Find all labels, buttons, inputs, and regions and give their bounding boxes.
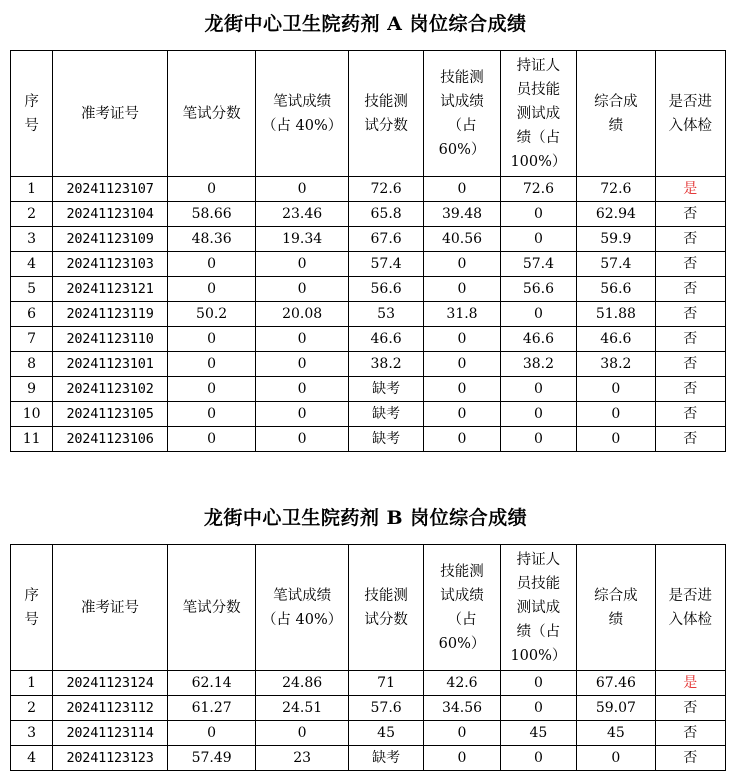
cell-skill-score: 57.4 xyxy=(348,252,423,277)
cell-physical-exam: 是 xyxy=(655,671,725,696)
cell-written-weighted: 0 xyxy=(256,252,349,277)
table-row xyxy=(11,202,726,227)
cell-skill-score: 缺考 xyxy=(348,402,423,427)
cell-seq: 9 xyxy=(11,377,53,402)
cell-written-score: 0 xyxy=(167,377,255,402)
cell-exam-id: 20241123114 xyxy=(53,721,168,746)
cell-exam-id: 20241123103 xyxy=(53,252,168,277)
header-exam-id: 准考证号 xyxy=(53,545,168,671)
cell-seq: 8 xyxy=(11,352,53,377)
cell-skill-score: 65.8 xyxy=(348,202,423,227)
table-row xyxy=(11,402,726,427)
cell-written-score: 0 xyxy=(167,327,255,352)
header-written-score: 笔试分数 xyxy=(167,51,255,177)
cell-skill-weighted: 39.48 xyxy=(424,202,500,227)
cell-exam-id: 20241123110 xyxy=(53,327,168,352)
cell-physical-exam: 否 xyxy=(655,746,725,771)
header-composite xyxy=(577,51,655,177)
cell-skill-score: 缺考 xyxy=(348,746,423,771)
cell-written-weighted: 24.86 xyxy=(256,671,349,696)
cell-exam-id: 20241123112 xyxy=(53,696,168,721)
header-line: 技能测 xyxy=(440,563,484,580)
cell-written-score: 0 xyxy=(167,352,255,377)
cell-cert-skill: 0 xyxy=(500,402,576,427)
header-line: 入体检 xyxy=(668,117,713,134)
cell-cert-skill: 0 xyxy=(500,202,576,227)
cell-seq: 1 xyxy=(11,671,53,696)
header-line: （占 xyxy=(447,117,477,134)
sheet-a-body xyxy=(11,177,726,452)
table-row xyxy=(11,327,726,352)
header-line: 是否进 xyxy=(668,587,713,604)
cell-physical-exam: 否 xyxy=(655,696,725,721)
header-line: 试成绩 xyxy=(440,587,484,604)
cell-skill-score: 72.6 xyxy=(348,177,423,202)
header-line: （占 40%） xyxy=(261,611,343,628)
cell-skill-weighted: 0 xyxy=(424,427,500,452)
header-line: 序 xyxy=(24,587,39,604)
cell-seq: 1 xyxy=(11,177,53,202)
cell-composite: 46.6 xyxy=(577,327,655,352)
header-line: 是否进 xyxy=(668,93,713,110)
cell-skill-weighted: 0 xyxy=(424,746,500,771)
header-line: 试分数 xyxy=(364,611,408,628)
cell-cert-skill: 72.6 xyxy=(500,177,576,202)
cell-seq: 10 xyxy=(11,402,53,427)
cell-cert-skill: 0 xyxy=(500,696,576,721)
cell-written-score: 0 xyxy=(167,402,255,427)
header-line: 绩（占 xyxy=(516,129,561,146)
header-line: 号 xyxy=(24,117,39,134)
cell-physical-exam: 否 xyxy=(655,327,725,352)
sheet-b-body xyxy=(11,671,726,771)
cell-skill-weighted: 40.56 xyxy=(424,227,500,252)
header-line: 绩 xyxy=(608,117,624,134)
cell-cert-skill: 0 xyxy=(500,302,576,327)
sheet-b-table xyxy=(10,544,726,771)
header-skill-score xyxy=(348,545,423,671)
header-exam-id: 准考证号 xyxy=(53,51,168,177)
header-line: 测试成 xyxy=(516,599,561,616)
header-line: 号 xyxy=(24,611,39,628)
cell-skill-score: 46.6 xyxy=(348,327,423,352)
cell-cert-skill: 0 xyxy=(500,671,576,696)
cell-cert-skill: 57.4 xyxy=(500,252,576,277)
cell-skill-weighted: 0 xyxy=(424,402,500,427)
cell-seq: 2 xyxy=(11,696,53,721)
table-row xyxy=(11,252,726,277)
cell-seq: 3 xyxy=(11,721,53,746)
cell-exam-id: 20241123123 xyxy=(53,746,168,771)
cell-exam-id: 20241123104 xyxy=(53,202,168,227)
cell-written-weighted: 24.51 xyxy=(256,696,349,721)
cell-cert-skill: 46.6 xyxy=(500,327,576,352)
cell-composite: 72.6 xyxy=(577,177,655,202)
cell-composite: 45 xyxy=(577,721,655,746)
cell-skill-weighted: 31.8 xyxy=(424,302,500,327)
cell-skill-weighted: 0 xyxy=(424,352,500,377)
cell-seq: 5 xyxy=(11,277,53,302)
table-row xyxy=(11,302,726,327)
header-line: 持证人 xyxy=(516,57,561,74)
sheet-b-title: 龙街中心卫生院药剂 B 岗位综合成绩 xyxy=(203,507,528,529)
cell-exam-id: 20241123107 xyxy=(53,177,168,202)
cell-composite: 51.88 xyxy=(577,302,655,327)
header-line: 绩 xyxy=(608,611,624,628)
header-seq xyxy=(11,51,53,177)
header-seq xyxy=(11,545,53,671)
cell-physical-exam: 否 xyxy=(655,202,725,227)
cell-skill-score: 67.6 xyxy=(348,227,423,252)
cell-skill-weighted: 0 xyxy=(424,277,500,302)
cell-physical-exam: 否 xyxy=(655,402,725,427)
header-skill-weighted xyxy=(424,51,500,177)
cell-written-weighted: 19.34 xyxy=(256,227,349,252)
cell-written-score: 0 xyxy=(167,277,255,302)
header-line: 100%） xyxy=(510,647,567,664)
cell-composite: 62.94 xyxy=(577,202,655,227)
header-skill-score xyxy=(348,51,423,177)
header-line: 笔试成绩 xyxy=(273,587,332,604)
cell-composite: 59.07 xyxy=(577,696,655,721)
cell-exam-id: 20241123109 xyxy=(53,227,168,252)
cell-skill-score: 38.2 xyxy=(348,352,423,377)
table-row xyxy=(11,352,726,377)
header-line: 60%） xyxy=(438,635,486,652)
cell-composite: 67.46 xyxy=(577,671,655,696)
header-cert-skill xyxy=(500,51,576,177)
cell-skill-weighted: 0 xyxy=(424,177,500,202)
table-row xyxy=(11,721,726,746)
cell-composite: 0 xyxy=(577,377,655,402)
sheet-a-table xyxy=(10,50,726,452)
table-row xyxy=(11,177,726,202)
cell-exam-id: 20241123119 xyxy=(53,302,168,327)
sheet-a-title: 龙街中心卫生院药剂 A 岗位综合成绩 xyxy=(204,13,527,35)
cell-physical-exam: 否 xyxy=(655,227,725,252)
cell-composite: 0 xyxy=(577,746,655,771)
table-row xyxy=(11,696,726,721)
header-line: 100%） xyxy=(510,153,567,170)
table-row xyxy=(11,377,726,402)
cell-physical-exam: 否 xyxy=(655,352,725,377)
cell-written-score: 58.66 xyxy=(167,202,255,227)
cell-exam-id: 20241123101 xyxy=(53,352,168,377)
cell-cert-skill: 56.6 xyxy=(500,277,576,302)
cell-written-weighted: 0 xyxy=(256,277,349,302)
cell-cert-skill: 0 xyxy=(500,227,576,252)
cell-exam-id: 20241123124 xyxy=(53,671,168,696)
header-cert-skill xyxy=(500,545,576,671)
cell-seq: 3 xyxy=(11,227,53,252)
cell-cert-skill: 0 xyxy=(500,746,576,771)
cell-composite: 57.4 xyxy=(577,252,655,277)
header-line: 试分数 xyxy=(364,117,408,134)
cell-cert-skill: 0 xyxy=(500,427,576,452)
cell-skill-score: 53 xyxy=(348,302,423,327)
header-physical-exam xyxy=(655,545,725,671)
header-line: 绩（占 xyxy=(516,623,561,640)
cell-written-weighted: 0 xyxy=(256,352,349,377)
cell-written-score: 48.36 xyxy=(167,227,255,252)
cell-written-score: 0 xyxy=(167,427,255,452)
table-row xyxy=(11,227,726,252)
header-row xyxy=(11,51,726,177)
cell-exam-id: 20241123102 xyxy=(53,377,168,402)
cell-skill-score: 45 xyxy=(348,721,423,746)
cell-seq: 4 xyxy=(11,746,53,771)
header-line: 试成绩 xyxy=(440,93,484,110)
cell-composite: 0 xyxy=(577,402,655,427)
header-line: 60%） xyxy=(438,141,486,158)
cell-skill-score: 缺考 xyxy=(348,427,423,452)
cell-composite: 0 xyxy=(577,427,655,452)
cell-seq: 4 xyxy=(11,252,53,277)
cell-written-weighted: 23 xyxy=(256,746,349,771)
header-row xyxy=(11,545,726,671)
header-line: （占 40%） xyxy=(261,117,343,134)
cell-skill-score: 56.6 xyxy=(348,277,423,302)
header-line: 员技能 xyxy=(516,575,561,592)
cell-skill-score: 57.6 xyxy=(348,696,423,721)
header-physical-exam xyxy=(655,51,725,177)
cell-written-score: 62.14 xyxy=(167,671,255,696)
table-row xyxy=(11,671,726,696)
cell-seq: 6 xyxy=(11,302,53,327)
cell-written-weighted: 0 xyxy=(256,177,349,202)
cell-written-weighted: 23.46 xyxy=(256,202,349,227)
table-row xyxy=(11,746,726,771)
cell-physical-exam: 是 xyxy=(655,177,725,202)
header-skill-weighted xyxy=(424,545,500,671)
cell-composite: 59.9 xyxy=(577,227,655,252)
cell-physical-exam: 否 xyxy=(655,277,725,302)
cell-written-score: 0 xyxy=(167,177,255,202)
cell-written-weighted: 0 xyxy=(256,327,349,352)
cell-skill-weighted: 0 xyxy=(424,252,500,277)
cell-skill-weighted: 0 xyxy=(424,721,500,746)
cell-exam-id: 20241123105 xyxy=(53,402,168,427)
header-line: 持证人 xyxy=(516,551,561,568)
cell-seq: 11 xyxy=(11,427,53,452)
header-line: 技能测 xyxy=(364,587,408,604)
cell-skill-weighted: 34.56 xyxy=(424,696,500,721)
cell-written-weighted: 0 xyxy=(256,721,349,746)
header-written-weighted xyxy=(256,51,349,177)
cell-written-score: 0 xyxy=(167,721,255,746)
cell-written-weighted: 0 xyxy=(256,377,349,402)
header-composite xyxy=(577,545,655,671)
header-line: 员技能 xyxy=(516,81,561,98)
cell-written-score: 0 xyxy=(167,252,255,277)
header-line: 序 xyxy=(24,93,39,110)
cell-composite: 56.6 xyxy=(577,277,655,302)
cell-cert-skill: 0 xyxy=(500,377,576,402)
cell-cert-skill: 38.2 xyxy=(500,352,576,377)
cell-exam-id: 20241123106 xyxy=(53,427,168,452)
cell-composite: 38.2 xyxy=(577,352,655,377)
cell-physical-exam: 否 xyxy=(655,302,725,327)
table-row xyxy=(11,277,726,302)
cell-written-weighted: 20.08 xyxy=(256,302,349,327)
header-written-score: 笔试分数 xyxy=(167,545,255,671)
header-line: 技能测 xyxy=(364,93,408,110)
cell-physical-exam: 否 xyxy=(655,377,725,402)
cell-skill-score: 缺考 xyxy=(348,377,423,402)
cell-skill-weighted: 0 xyxy=(424,327,500,352)
cell-skill-weighted: 0 xyxy=(424,377,500,402)
cell-written-score: 57.49 xyxy=(167,746,255,771)
cell-physical-exam: 否 xyxy=(655,427,725,452)
cell-seq: 2 xyxy=(11,202,53,227)
cell-physical-exam: 否 xyxy=(655,721,725,746)
header-line: 综合成 xyxy=(594,93,638,110)
header-written-weighted xyxy=(256,545,349,671)
cell-written-score: 61.27 xyxy=(167,696,255,721)
cell-physical-exam: 否 xyxy=(655,252,725,277)
cell-written-weighted: 0 xyxy=(256,427,349,452)
header-line: 综合成 xyxy=(594,587,638,604)
header-line: 笔试成绩 xyxy=(273,93,332,110)
cell-skill-score: 71 xyxy=(348,671,423,696)
cell-seq: 7 xyxy=(11,327,53,352)
cell-cert-skill: 45 xyxy=(500,721,576,746)
header-line: 入体检 xyxy=(668,611,713,628)
cell-skill-weighted: 42.6 xyxy=(424,671,500,696)
cell-written-weighted: 0 xyxy=(256,402,349,427)
header-line: 技能测 xyxy=(440,69,484,86)
table-row xyxy=(11,427,726,452)
header-line: 测试成 xyxy=(516,105,561,122)
header-line: （占 xyxy=(447,611,477,628)
cell-written-score: 50.2 xyxy=(167,302,255,327)
cell-exam-id: 20241123121 xyxy=(53,277,168,302)
